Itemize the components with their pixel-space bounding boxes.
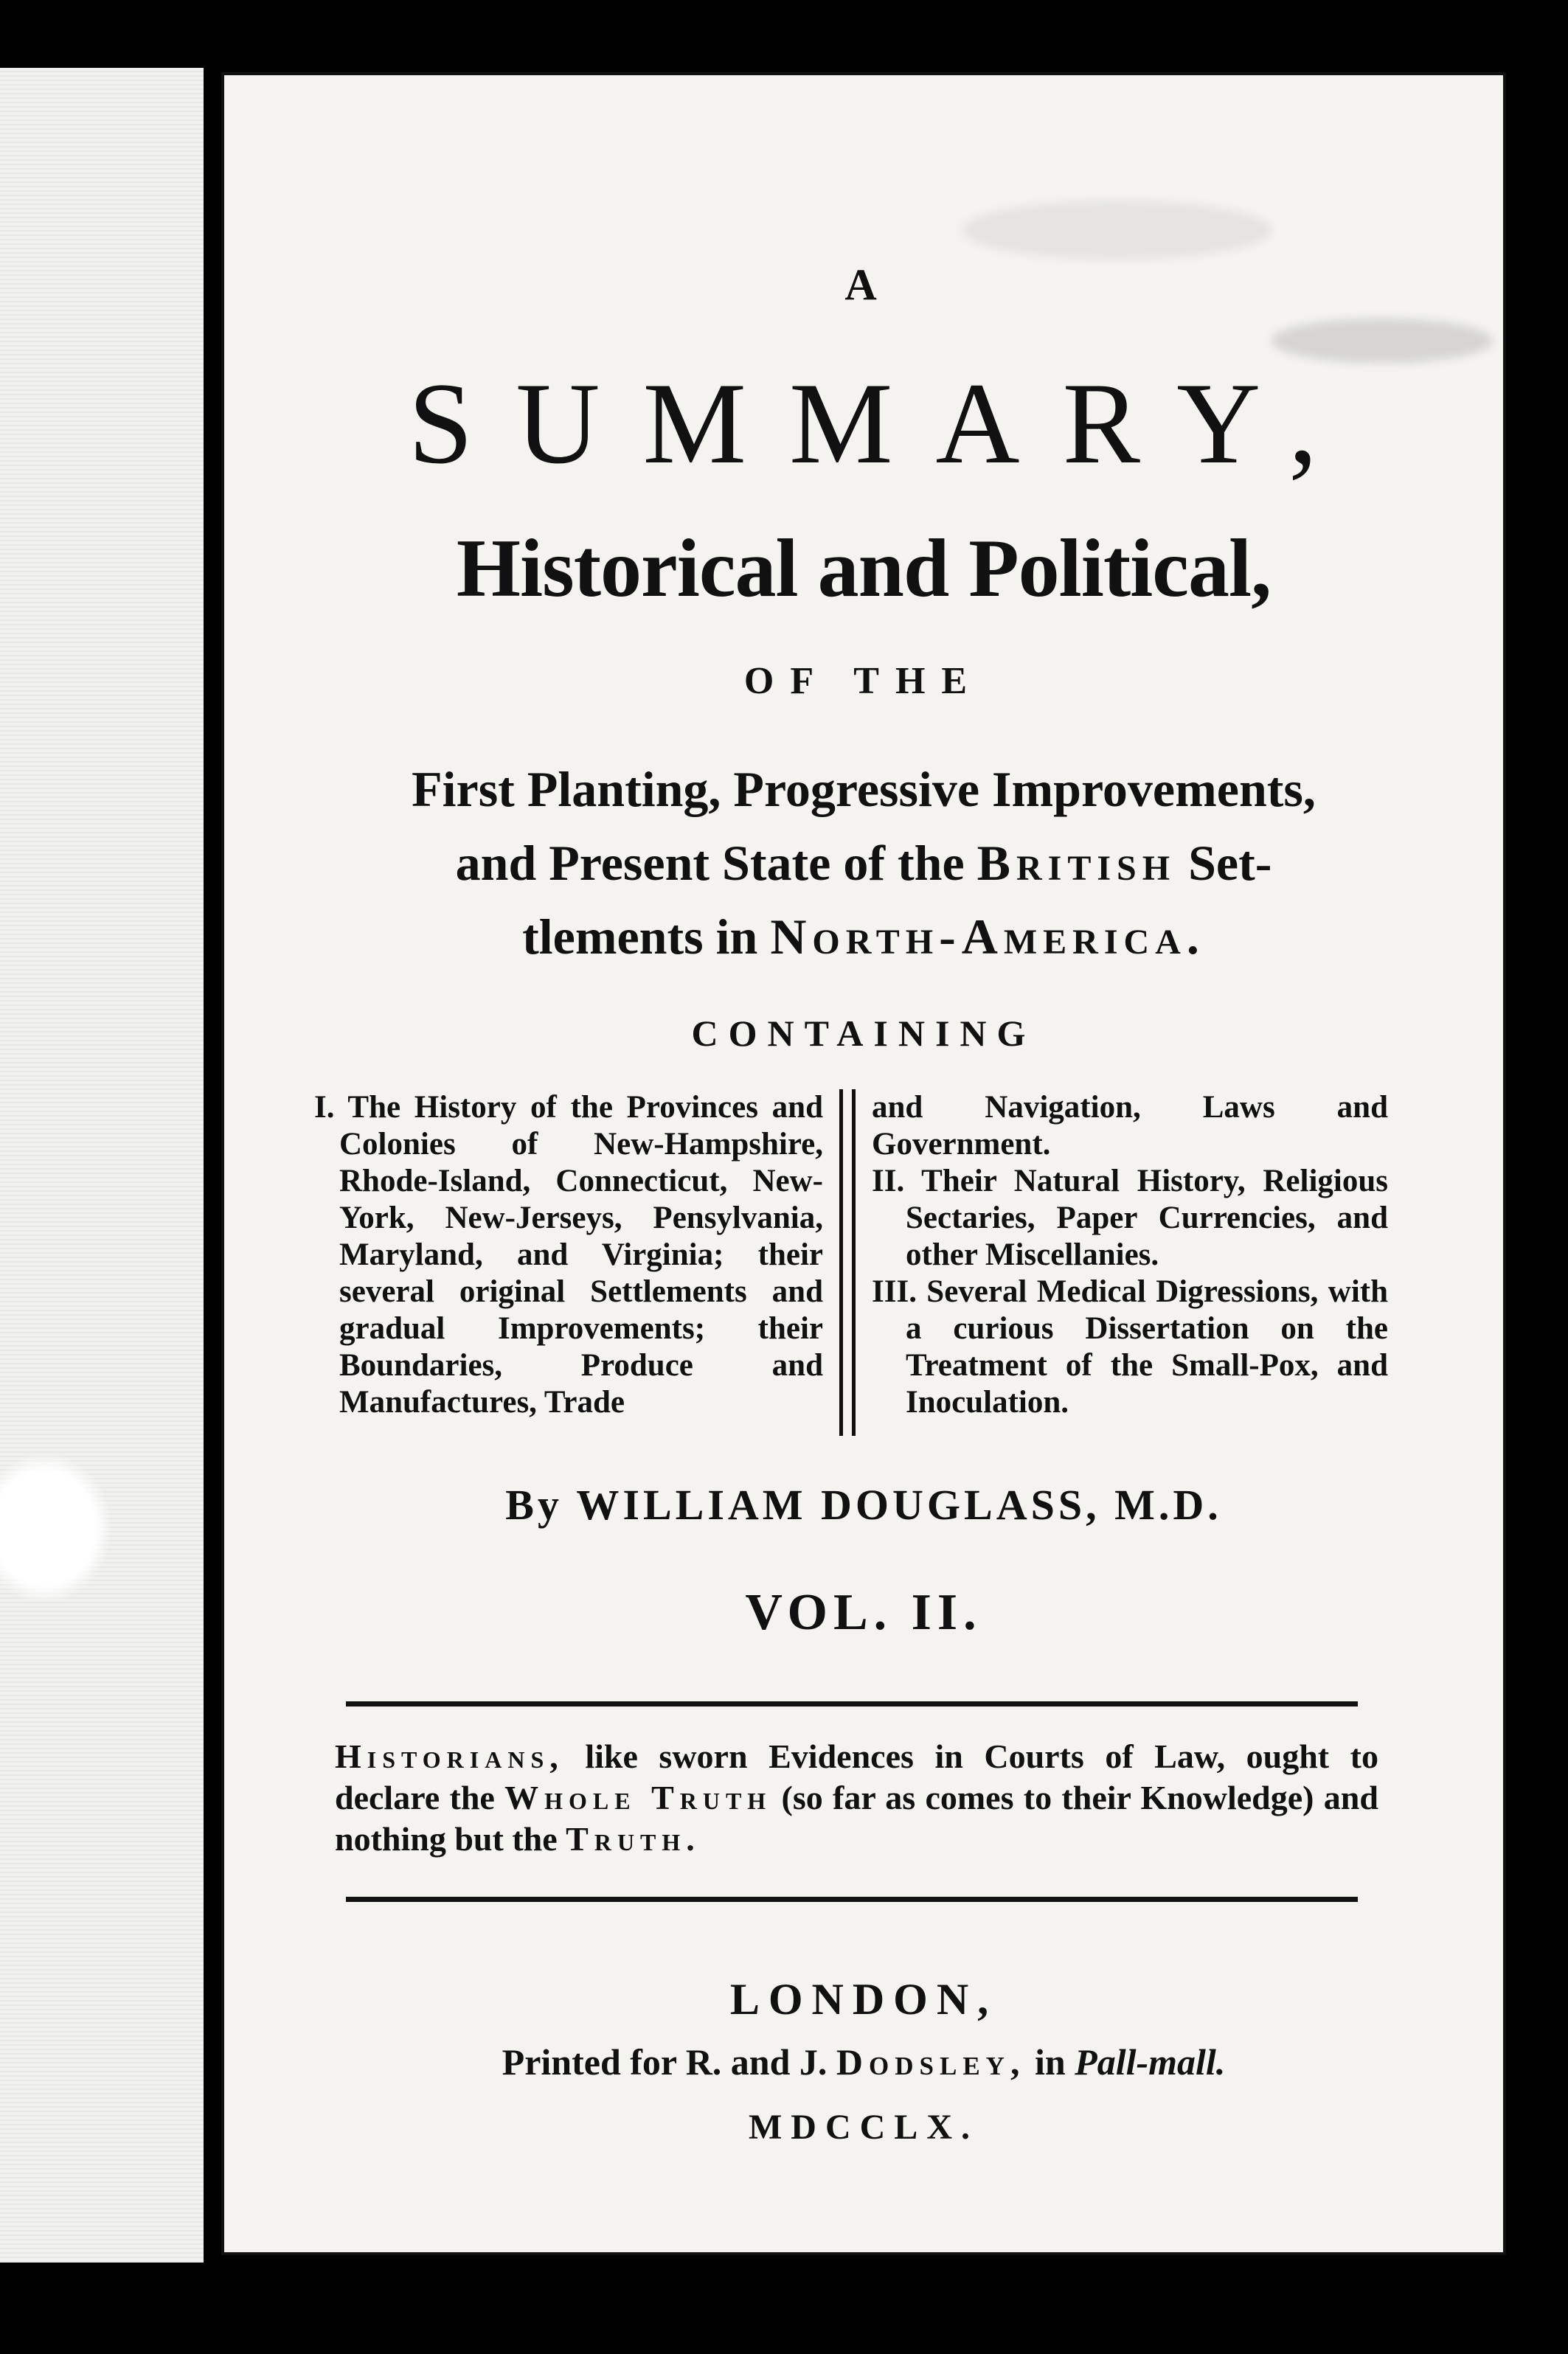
imprint-city: LONDON, xyxy=(729,1975,998,2024)
rule-bottom xyxy=(346,1897,1358,1902)
contents-right-column xyxy=(872,1089,1388,1436)
intro-line-2: and Present State of the British Set- xyxy=(455,835,1272,891)
title-article: A xyxy=(844,260,883,309)
contents-item-1: I. The History of the Provinces and Colonies of New-Hampshire, Rhode-Island, Connecticut, New-York, New-Jerseys, Pensylvania, Maryland, and Virginia; their several original Settlements and gradual Improvements; their Boundaries, Produce and Manufactures, Trade xyxy=(314,1090,823,1420)
title-subtitle: Historical and Political, xyxy=(456,523,1272,614)
author-line: By WILLIAM DOUGLASS, M.D. xyxy=(505,1481,1222,1529)
column-double-rule xyxy=(839,1089,856,1436)
title-description xyxy=(224,752,1503,973)
imprint-date: MDCCLX. xyxy=(749,2108,979,2147)
contents-left-column xyxy=(314,1089,823,1436)
endpaper-stain xyxy=(0,1454,111,1602)
contents-columns xyxy=(314,1089,1435,1436)
epigraph: Historians, like sworn Evidences in Courts of Law, ought to declare the Whole Truth (so far as comes to their Knowledge) and nothing but the Truth. xyxy=(335,1737,1378,1858)
rule-top xyxy=(346,1701,1358,1707)
contents-item-2: II. Their Natural History, Religious Sectaries, Paper Currencies, and other Miscellanies. xyxy=(872,1164,1388,1272)
left-endpaper xyxy=(0,68,204,2263)
title-of-the: OF THE xyxy=(743,660,984,702)
contents-item-3: III. Several Medical Digressions, with a curious Dissertation on the Treatment of the Small-Pox, and Inoculation. xyxy=(872,1274,1388,1420)
title-page xyxy=(221,72,1506,2255)
contents-item-1-continued: and Navigation, Laws and Government. xyxy=(872,1090,1388,1162)
volume-number: VOL. II. xyxy=(745,1584,982,1641)
containing-heading: CONTAINING xyxy=(691,1013,1036,1054)
intro-line-3: tlements in North-America. xyxy=(522,909,1205,965)
intro-line-1: First Planting, Progressive Improvements, xyxy=(412,761,1316,817)
north-america-smallcaps: North-America. xyxy=(770,909,1205,965)
foxing-stain xyxy=(962,201,1272,260)
british-smallcaps: British xyxy=(976,835,1176,891)
ink-smudge xyxy=(1272,319,1493,363)
imprint-printer: Printed for R. and J. Dodsley, in Pall-mall. xyxy=(502,2041,1226,2083)
title-main: SUMMARY, xyxy=(408,359,1361,488)
